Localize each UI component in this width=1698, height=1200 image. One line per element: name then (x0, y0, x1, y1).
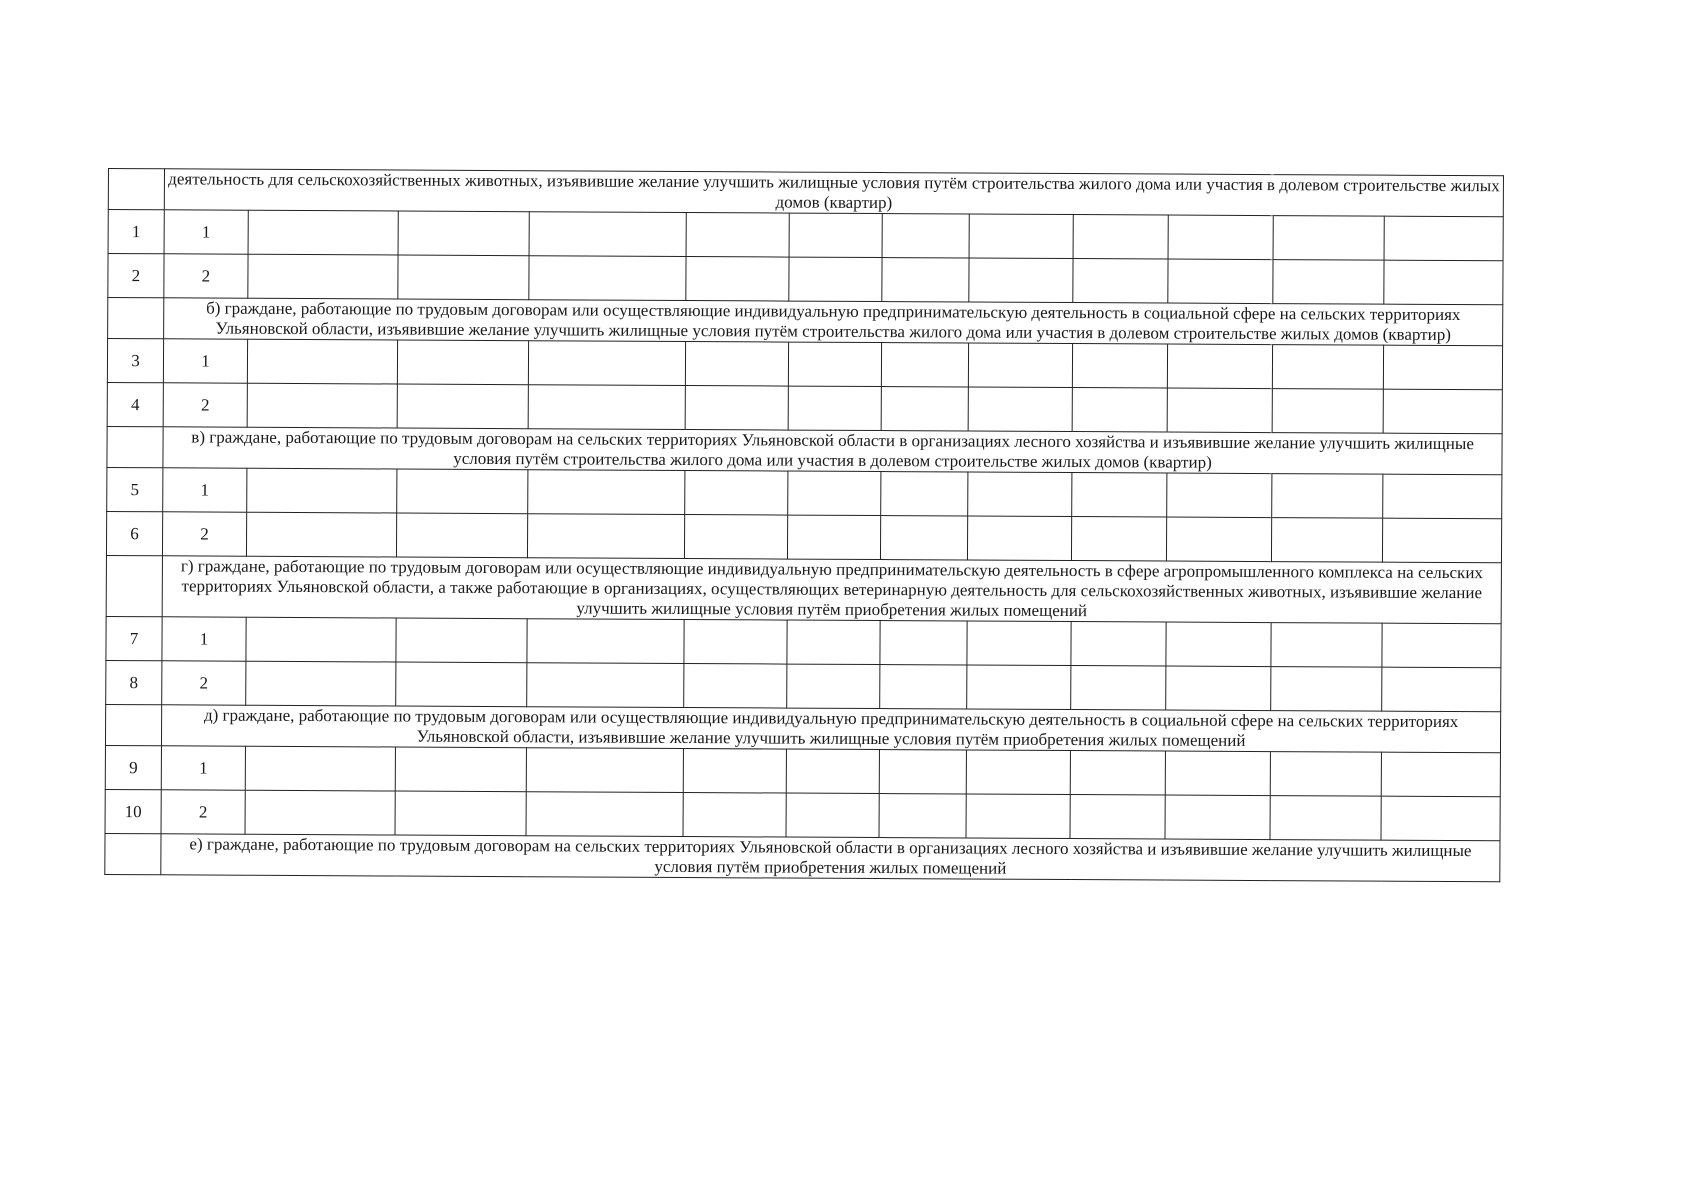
empty-cell (526, 748, 683, 793)
empty-cell (1273, 216, 1384, 261)
empty-cell (527, 514, 684, 559)
heading-number-cell (108, 298, 164, 339)
empty-cell (396, 662, 527, 707)
empty-cell (1271, 623, 1382, 668)
empty-cell (968, 343, 1072, 388)
row-sub-number: 1 (162, 617, 246, 661)
empty-cell (686, 213, 789, 258)
table-body (105, 169, 1504, 882)
section-heading-row (105, 833, 1500, 881)
section-heading: б) граждане, работающие по трудовым договорам или осуществляющие индивидуальную предпринимательскую деятельность в социальной сфере на сельских территориях Ульяновской области, изъявившие желание улучшить жилищные условия путём строительства жилого дома или участия в долевом строительстве жилых домов (квартир) (164, 298, 1503, 346)
table-row (107, 467, 1502, 518)
empty-cell (1382, 518, 1501, 563)
row-number: 7 (106, 616, 162, 660)
empty-cell (1071, 666, 1166, 710)
empty-cell (246, 617, 396, 662)
empty-cell (1072, 473, 1167, 517)
heading-number-cell (107, 426, 163, 467)
empty-cell (684, 515, 787, 560)
empty-cell (788, 471, 881, 515)
empty-cell (1382, 623, 1501, 668)
row-number: 2 (108, 254, 164, 298)
empty-cell (528, 470, 685, 515)
empty-cell (527, 619, 684, 664)
empty-cell (526, 792, 683, 837)
empty-cell (684, 620, 787, 665)
empty-cell (968, 472, 1072, 517)
section-heading: г) граждане, работающие по трудовым договорам или осуществляющие индивидуальную предпринимательскую деятельность в сфере агропромышленного комплекса на сельских территориях Ульяновской области, а также работающие в организациях, осуществляющих ветеринарную деятельность для сельскохозяйственных животных, изъявившие желание улучшить жилищные условия путём приобретения жилых помещений (162, 556, 1501, 624)
section-heading-row (108, 169, 1503, 217)
empty-cell (881, 343, 968, 387)
empty-cell (1272, 474, 1383, 519)
table-row (105, 745, 1500, 796)
empty-cell (398, 211, 529, 256)
empty-cell (789, 213, 882, 257)
empty-cell (1381, 796, 1500, 841)
row-sub-number: 2 (162, 512, 246, 556)
empty-cell (397, 469, 528, 514)
empty-cell (1166, 666, 1271, 711)
empty-cell (880, 665, 967, 709)
empty-cell (529, 212, 686, 257)
heading-number-cell (106, 555, 162, 616)
empty-cell (685, 471, 788, 516)
empty-cell (879, 794, 966, 838)
empty-cell (397, 384, 528, 429)
empty-cell (1167, 388, 1272, 433)
table-row (106, 660, 1501, 711)
empty-cell (1070, 795, 1165, 839)
empty-cell (1071, 622, 1166, 666)
section-heading: деятельность для сельскохозяйственных животных, изъявившие желание улучшить жилищные условия путём строительства жилого дома или участия в долевом строительстве жилых домов (квартир) (164, 169, 1503, 217)
empty-cell (247, 468, 397, 513)
section-heading-row (106, 555, 1501, 623)
empty-cell (786, 793, 879, 837)
row-number: 1 (108, 210, 164, 254)
empty-cell (1384, 260, 1503, 305)
empty-cell (245, 746, 395, 791)
empty-cell (527, 663, 684, 708)
empty-cell (1167, 344, 1272, 389)
empty-cell (1071, 517, 1166, 561)
table-row (108, 254, 1503, 305)
empty-cell (396, 513, 527, 558)
empty-cell (1384, 216, 1503, 261)
empty-cell (1383, 389, 1502, 434)
empty-cell (1072, 388, 1167, 432)
empty-cell (1271, 518, 1382, 563)
table-row (107, 382, 1502, 433)
empty-cell (787, 620, 880, 664)
empty-cell (398, 255, 529, 300)
empty-cell (969, 258, 1073, 303)
empty-cell (1383, 345, 1502, 390)
empty-cell (788, 342, 881, 386)
empty-cell (1383, 474, 1502, 519)
empty-cell (683, 793, 786, 838)
row-sub-number: 2 (162, 661, 246, 705)
empty-cell (248, 254, 398, 299)
row-sub-number: 2 (161, 790, 245, 834)
empty-cell (684, 664, 787, 709)
row-number: 8 (106, 660, 162, 704)
empty-cell (683, 749, 786, 794)
empty-cell (1072, 344, 1167, 388)
table-row (106, 616, 1501, 667)
empty-cell (787, 664, 880, 708)
empty-cell (786, 749, 879, 793)
empty-cell (789, 257, 882, 301)
empty-cell (1167, 473, 1272, 518)
empty-cell (1070, 751, 1165, 795)
row-sub-number: 1 (161, 746, 245, 790)
empty-cell (967, 516, 1071, 561)
section-heading: в) граждане, работающие по трудовым договорам на сельских территориях Ульяновской области в организациях лесного хозяйства и изъявившие желание улучшить жилищные условия путём строительства жилого дома или участия в долевом строительстве жилых домов (квартир) (163, 427, 1502, 475)
row-number: 5 (107, 467, 163, 511)
empty-cell (247, 339, 397, 384)
empty-cell (1168, 215, 1273, 260)
empty-cell (529, 256, 686, 301)
empty-cell (882, 214, 969, 258)
empty-cell (1381, 752, 1500, 797)
row-number: 10 (105, 789, 161, 833)
empty-cell (967, 665, 1071, 710)
empty-cell (246, 512, 396, 557)
empty-cell (1073, 215, 1168, 259)
housing-applicants-table (104, 168, 1504, 882)
empty-cell (1272, 345, 1383, 390)
empty-cell (396, 618, 527, 663)
section-heading: д) граждане, работающие по трудовым договорам или осуществляющие индивидуальную предпринимательскую деятельность в социальной сфере на сельских территориях Ульяновской области, изъявившие желание улучшить жилищные условия путём приобретения жилых помещений (161, 705, 1500, 753)
empty-cell (248, 210, 398, 255)
row-number: 9 (105, 745, 161, 789)
empty-cell (247, 383, 397, 428)
heading-number-cell (105, 704, 161, 745)
empty-cell (882, 258, 969, 302)
empty-cell (881, 472, 968, 516)
empty-cell (245, 790, 395, 835)
empty-cell (1166, 517, 1271, 562)
empty-cell (880, 621, 967, 665)
empty-cell (1382, 667, 1501, 712)
table-row (107, 339, 1502, 390)
empty-cell (1166, 622, 1271, 667)
empty-cell (528, 341, 685, 386)
empty-cell (969, 214, 1073, 259)
empty-cell (967, 621, 1071, 666)
row-sub-number: 1 (164, 210, 248, 254)
section-heading-row (105, 704, 1500, 752)
empty-cell (395, 747, 526, 792)
empty-cell (1271, 667, 1382, 712)
empty-cell (1168, 259, 1273, 304)
empty-cell (1272, 389, 1383, 434)
empty-cell (1165, 751, 1270, 796)
section-heading: е) граждане, работающие по трудовым договорам на сельских территориях Ульяновской области в организациях лесного хозяйства и изъявившие желание улучшить жилищные условия путём приобретения жилых помещений (161, 834, 1500, 882)
empty-cell (246, 661, 396, 706)
empty-cell (879, 750, 966, 794)
section-heading-row (108, 298, 1503, 346)
row-sub-number: 2 (163, 383, 247, 427)
row-number: 6 (106, 511, 162, 555)
empty-cell (966, 794, 1070, 839)
empty-cell (880, 516, 967, 560)
empty-cell (966, 750, 1070, 795)
table-row (106, 511, 1501, 562)
empty-cell (686, 257, 789, 302)
empty-cell (968, 387, 1072, 432)
empty-cell (881, 387, 968, 431)
row-sub-number: 2 (164, 254, 248, 298)
empty-cell (1270, 796, 1381, 841)
empty-cell (787, 515, 880, 559)
table-row (105, 789, 1500, 840)
table-row (108, 210, 1503, 261)
row-number: 3 (107, 339, 163, 383)
empty-cell (1273, 260, 1384, 305)
row-sub-number: 1 (163, 339, 247, 383)
row-sub-number: 1 (163, 468, 247, 512)
empty-cell (395, 791, 526, 836)
empty-cell (1270, 752, 1381, 797)
row-number: 4 (107, 382, 163, 426)
heading-number-cell (105, 833, 161, 874)
empty-cell (528, 385, 685, 430)
section-heading-row (107, 426, 1502, 474)
empty-cell (685, 342, 788, 387)
empty-cell (1073, 259, 1168, 303)
empty-cell (685, 386, 788, 431)
empty-cell (1165, 795, 1270, 840)
empty-cell (397, 340, 528, 385)
empty-cell (788, 386, 881, 430)
heading-number-cell (108, 169, 164, 210)
